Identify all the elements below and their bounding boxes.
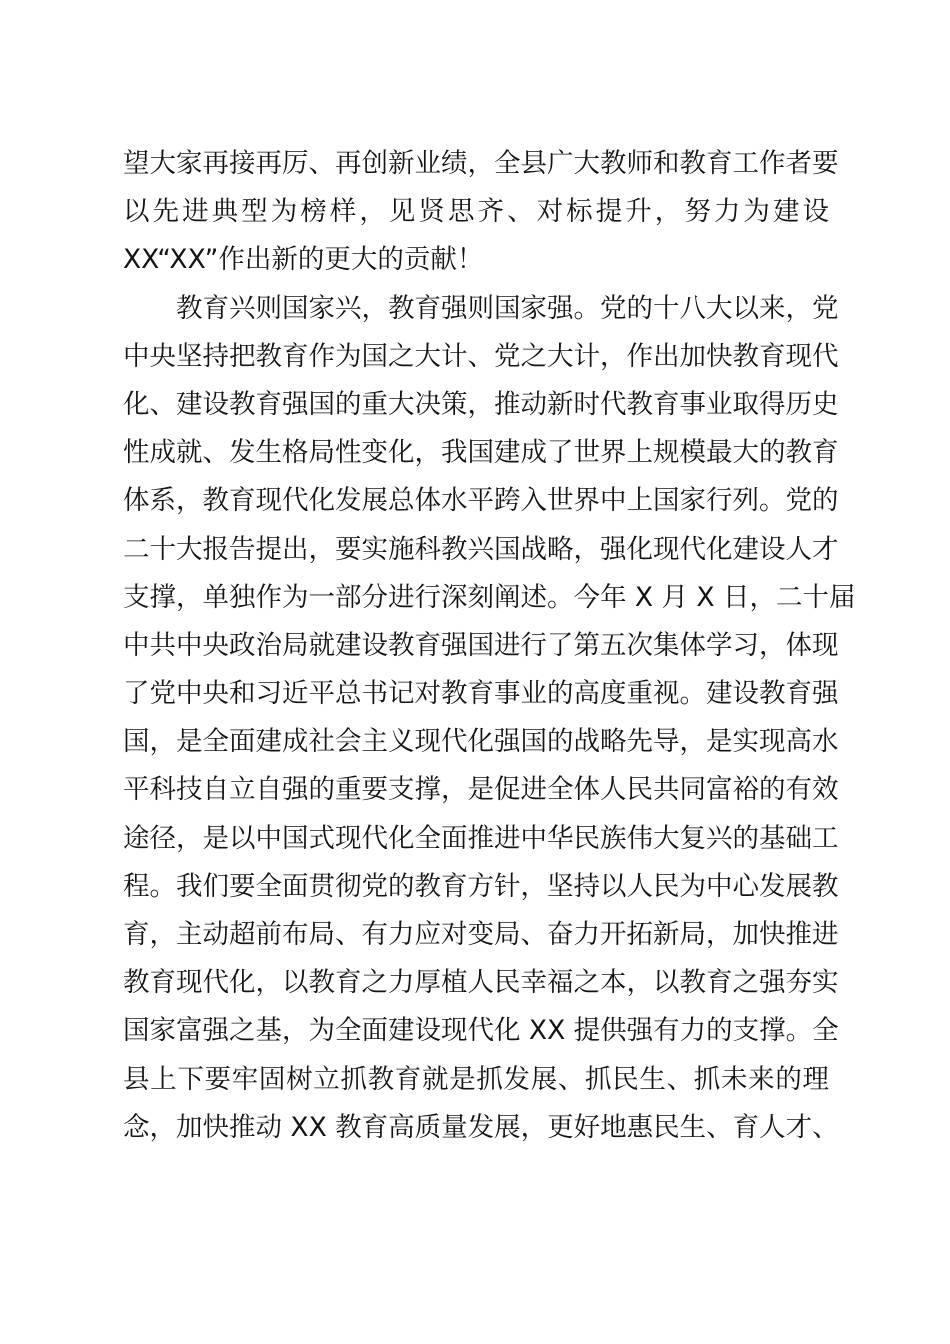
text-line: 支撑，单独作为一部分进行深刻阐述。今年 X 月 X 日，二十届 [123, 581, 856, 613]
body-text [123, 140, 856, 1152]
text-line: 中央坚持把教育作为国之大计、党之大计，作出加快教育现代 [123, 340, 839, 372]
text-line: 县上下要牢固树立抓教育就是抓发展、抓民生、抓未来的理 [123, 1063, 829, 1095]
text-line: 体系，教育现代化发展总体水平跨入世界中上国家行列。党的 [123, 485, 839, 517]
text-line: 了党中央和习近平总书记对教育事业的高度重视。建设教育强 [123, 678, 839, 710]
text-line: 国，是全面建成社会主义现代化强国的战略先导，是实现高水 [123, 726, 839, 758]
text-line: 化、建设教育强国的重大决策，推动新时代教育事业取得历史 [123, 388, 839, 420]
text-line: 中共中央政治局就建设教育强国进行了第五次集体学习，体现 [123, 629, 839, 661]
text-line: 性成就、发生格局性变化，我国建成了世界上规模最大的教育 [123, 437, 839, 469]
text-line: 育，主动超前布局、有力应对变局、奋力开拓新局，加快推进 [123, 919, 839, 950]
text-line: XX“XX”作出新的更大的贡献！ [123, 244, 484, 276]
text-line: 二十大报告提出，要实施科教兴国战略，强化现代化建设人才 [123, 533, 839, 565]
text-line: 国家富强之基，为全面建设现代化 XX 提供强有力的支撑。全 [123, 1015, 839, 1047]
text-line: 念，加快推动 XX 教育高质量发展，更好地惠民生、育人才、 [123, 1111, 839, 1143]
text-line: 平科技自立自强的重要支撑，是促进全体人民共同富裕的有效 [123, 774, 839, 806]
text-line: 望大家再接再厉、再创新业绩，全县广大教师和教育工作者要 [123, 148, 839, 179]
text-line: 教育现代化，以教育之力厚植人民幸福之本，以教育之强夯实 [123, 967, 839, 999]
text-line: 以先进典型为榜样，见贤思齐、对标提升，努力为建设 [123, 196, 829, 228]
text-line: 途径，是以中国式现代化全面推进中华民族伟大复兴的基础工 [123, 822, 839, 854]
text-line: 程。我们要全面贯彻党的教育方针，坚持以人民为中心发展教 [123, 870, 839, 902]
text-line: 教育兴则国家兴，教育强则国家强。党的十八大以来，党 [123, 292, 839, 324]
